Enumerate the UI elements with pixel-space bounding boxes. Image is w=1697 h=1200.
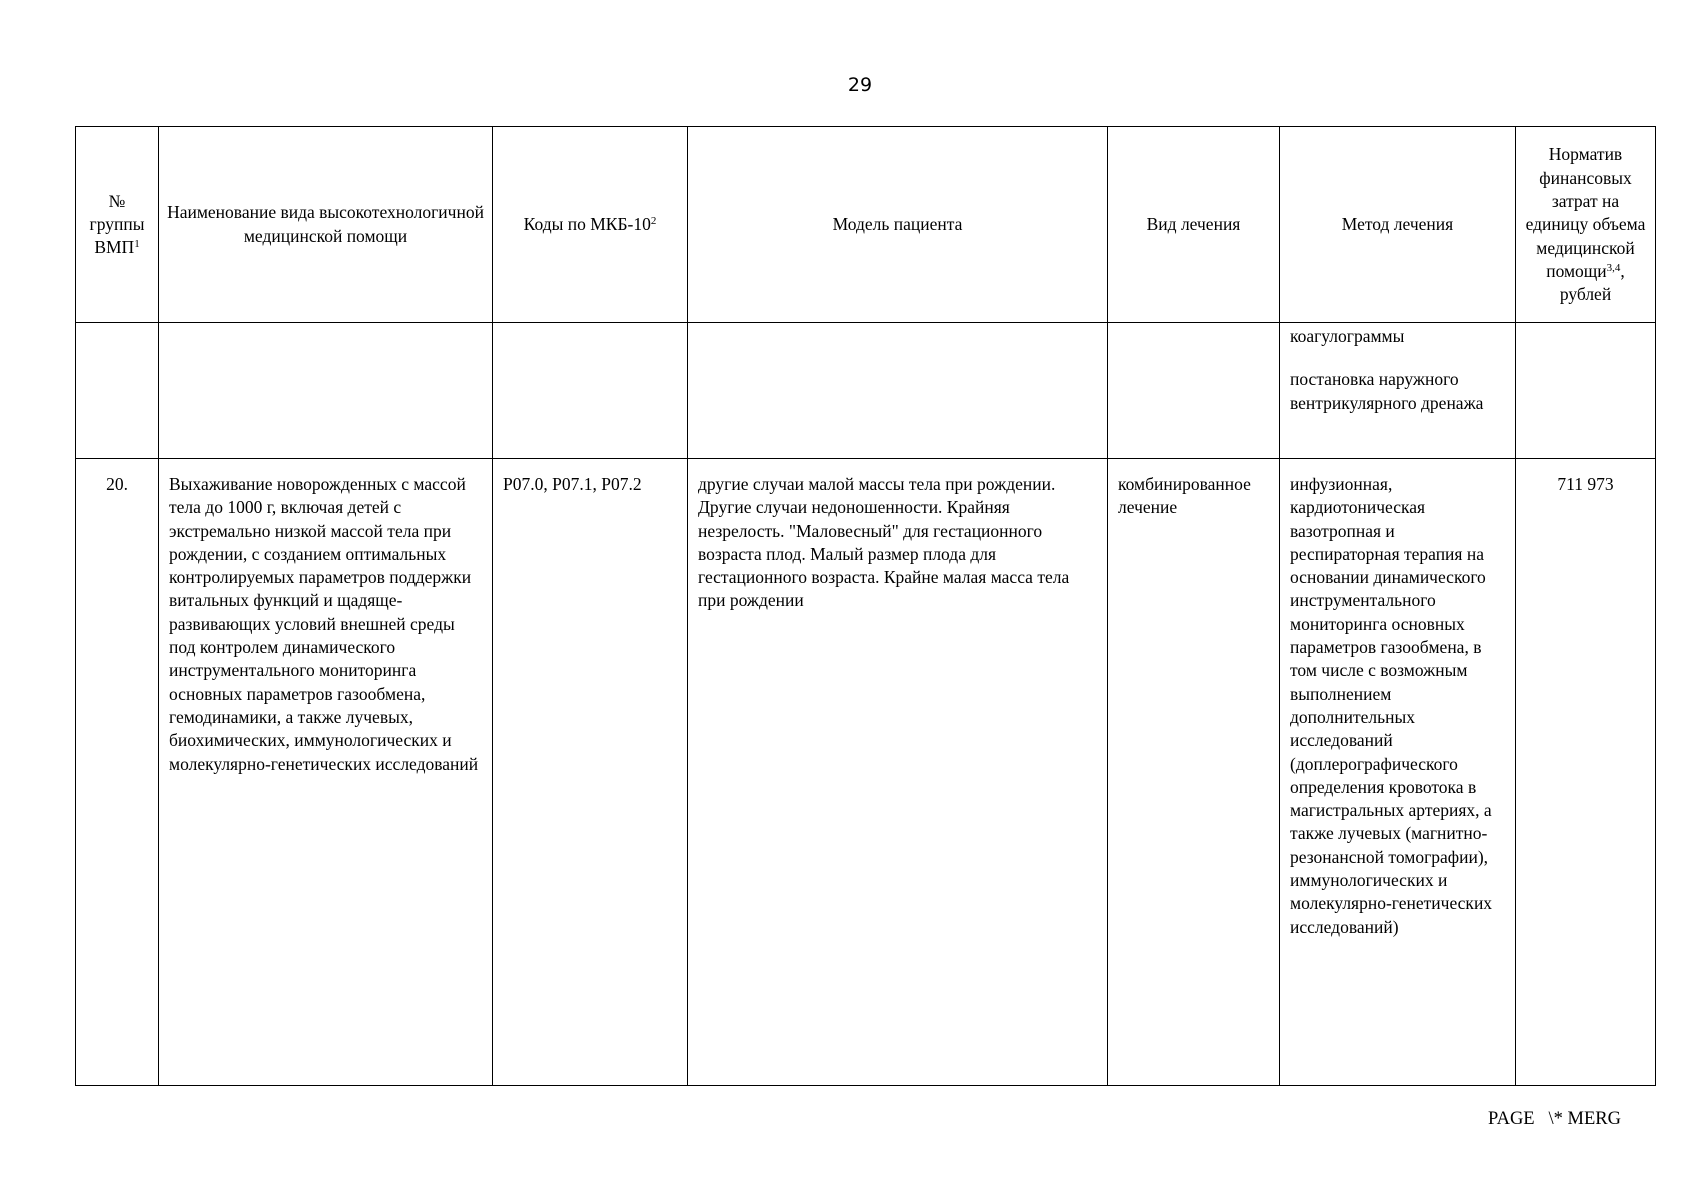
header-group-number [76,127,159,323]
header-patient-model: Модель пациента [688,127,1108,323]
table-cell [76,323,159,459]
method-line: постановка наружного вентрикулярного дренажа [1290,369,1484,413]
footnote-marker: 2 [650,214,657,227]
treatment-type-cell: комбинированное лечение [1108,459,1280,1086]
header-cost-norm-text: Норматив финансовых затрат на единицу объема медицинской помощи [1525,144,1646,281]
table-row [76,459,1656,1086]
footnote-marker: 3,4 [1606,261,1621,274]
header-treatment-method: Метод лечения [1280,127,1516,323]
cost-norm-cell: 711 973 [1516,459,1656,1086]
table-row [76,323,1656,459]
method-cell [1280,323,1516,459]
patient-model-cell: другие случаи малой массы тела при рождении. Другие случаи недоношенности. Крайняя незрелость. "Маловесный" для гестационного возраста плод. Малый размер плода для гестационного возраста. Крайне малая масса тела при рождении [688,459,1108,1086]
header-cost-norm [1516,127,1656,323]
table-header-row [76,127,1656,323]
vmp-table [75,126,1656,1086]
method-line: коагулограммы [1290,326,1405,346]
table-cell [493,323,688,459]
table-cell [1516,323,1656,459]
page-number: 29 [847,74,873,96]
header-cost-norm-unit: , рублей [1559,260,1625,305]
table-cell [688,323,1108,459]
footnote-marker: 1 [134,238,140,251]
header-care-name: Наименование вида высокотехнологичной медицинской помощи [159,127,493,323]
page-footer-field: PAGE \* MERG [1488,1109,1621,1129]
group-number-cell: 20. [76,459,159,1086]
header-treatment-type: Вид лечения [1108,127,1280,323]
care-name-cell: Выхаживание новорожденных с массой тела до 1000 г, включая детей с экстремально низкой массой тела при рождении, с созданием оптимальных контролируемых параметров поддержки витальных функций и щадяще-развивающих условий внешней среды под контролем динамического инструментального мониторинга основных параметров газообмена, гемодинамики, а также лучевых, биохимических, иммунологических и молекулярно-генетических исследований [159,459,493,1086]
table-cell [1108,323,1280,459]
icd-codes-cell: P07.0, P07.1, P07.2 [493,459,688,1086]
table-cell [159,323,493,459]
treatment-method-cell: инфузионная, кардиотоническая вазотропная и респираторная терапия на основании динамического инструментального мониторинга основных параметров газообмена, в том числе с возможным выполнением дополнительных исследований (доплерографического определения кровотока в магистральных артериях, а также лучевых (магнитно-резонансной томографии), иммунологических и молекулярно-генетических исследований) [1280,459,1516,1086]
header-group-number-text: № группы ВМП [89,190,145,258]
header-icd-codes-text: Коды по МКБ-10 [523,213,651,234]
header-icd-codes [493,127,688,323]
